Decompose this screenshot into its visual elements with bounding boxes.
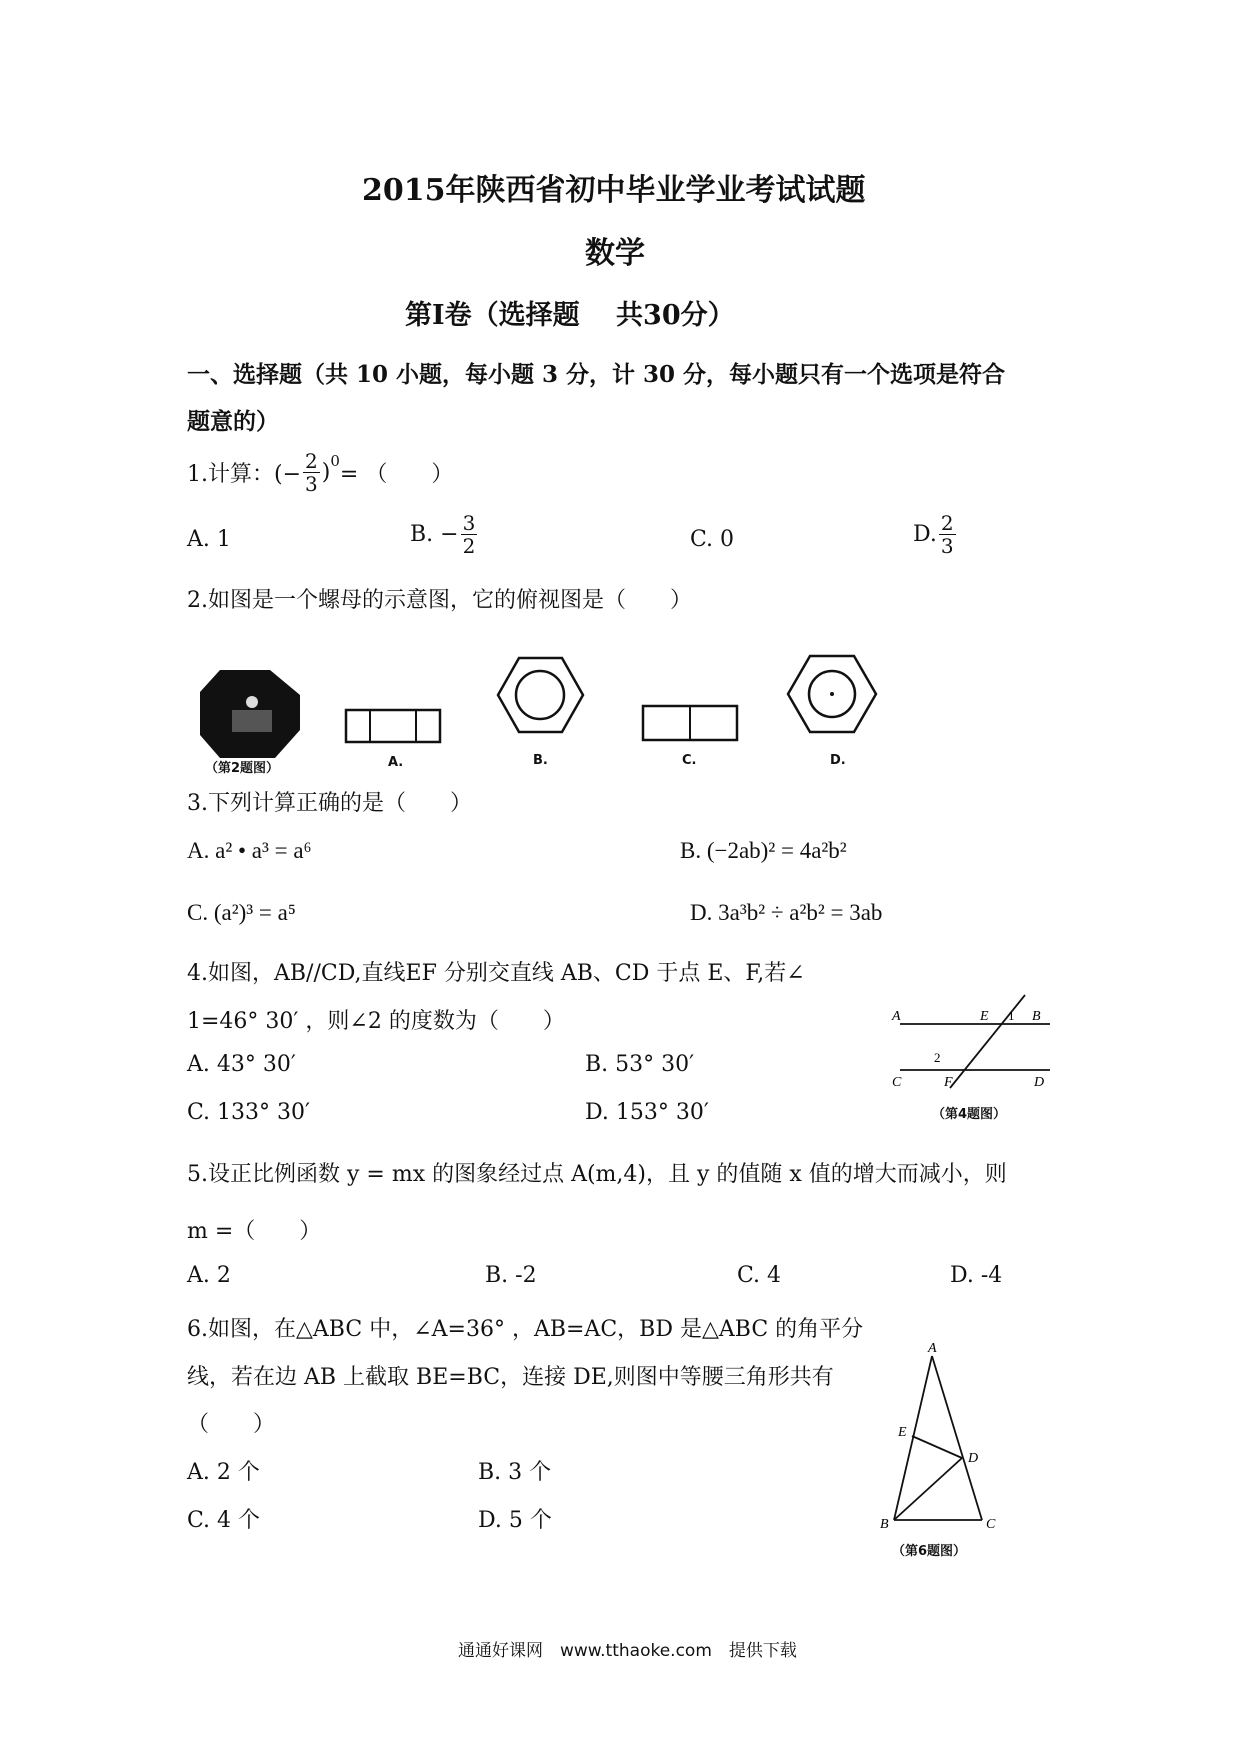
q4-label-2: 2: [934, 1050, 941, 1065]
q6-label-b: B: [880, 1517, 889, 1532]
q2-option-a-shape: [346, 710, 440, 742]
q1-option-a: A. 1: [187, 527, 231, 552]
q3-option-c: C. (a²)³ = a⁵: [187, 900, 296, 925]
q3-option-d: D. 3a³b² ÷ a²b² = 3ab: [690, 900, 883, 925]
q3-option-b: B. (−2ab)² = 4a²b²: [680, 838, 847, 863]
q6-figure: [870, 1340, 1010, 1540]
q1-prefix: 1.计算：(−: [187, 462, 302, 487]
q6-option-a: A. 2 个: [187, 1460, 260, 1485]
q4-label-b: B: [1032, 1009, 1041, 1024]
question-4-line2: 1=46° 30′ ，则∠2 的度数为（ ）: [187, 1009, 565, 1034]
page-footer: 通通好课网 www.tthaoke.com 提供下载: [458, 1641, 797, 1661]
q1-exponent: 0: [330, 451, 340, 470]
q1-d-fraction: [939, 512, 956, 557]
q2-caption-d: D.: [830, 753, 846, 768]
q2-caption-figure: （第2题图）: [205, 761, 280, 776]
q1-option-b: [410, 512, 479, 557]
question-6-line1: 6.如图，在△ABC 中，∠A=36° ，AB=AC，BD 是△ABC 的角平分: [187, 1317, 864, 1342]
q6-label-c: C: [986, 1517, 996, 1532]
subject-title: 数学: [585, 236, 645, 271]
question-4-line1: 4.如图，AB//CD,直线EF 分别交直线 AB、CD 于点 E、F,若∠: [187, 961, 805, 986]
q1-denominator: 3: [305, 472, 318, 496]
q2-caption-a: A.: [388, 755, 404, 770]
q1-option-d: [913, 512, 958, 557]
q6-label-a: A: [928, 1341, 937, 1356]
q1-option-c: C. 0: [690, 527, 735, 552]
q6-option-b: B. 3 个: [478, 1460, 552, 1485]
question-1: [187, 450, 453, 495]
q4-caption: （第4题图）: [932, 1107, 1007, 1122]
q6-label-d: D: [968, 1451, 979, 1466]
q1-d-numerator: 2: [940, 511, 954, 535]
q4-option-d: D. 153° 30′: [585, 1100, 709, 1125]
question-6-line3: （ ）: [187, 1412, 276, 1437]
q1-d-prefix: D.: [913, 522, 937, 547]
q4-label-c: C: [892, 1075, 902, 1090]
q1-numerator: 2: [305, 449, 318, 473]
q5-option-b: B. -2: [485, 1263, 537, 1288]
q1-suffix: ): [321, 460, 331, 485]
q5-option-a: A. 2: [187, 1263, 231, 1288]
q1-tail: = （ ）: [339, 462, 454, 487]
q1-b-numerator: 3: [462, 511, 476, 535]
q1-b-fraction: [461, 512, 478, 557]
q2-option-b-shape: [498, 658, 583, 732]
q4-figure: [880, 990, 1060, 1090]
q4-label-1: 1: [1008, 1008, 1015, 1023]
q1-fraction: [303, 450, 320, 495]
q1-b-prefix: B. −: [410, 522, 459, 547]
q1-b-denominator: 2: [462, 534, 476, 558]
q5-option-d: D. -4: [950, 1263, 1003, 1288]
exam-title: 2015年陕西省初中毕业学业考试试题: [362, 173, 866, 208]
q4-option-a: A. 43° 30′: [187, 1052, 296, 1077]
section-header-line1: 一、选择题（共 10 小题，每小题 3 分，计 30 分，每小题只有一个选项是符合: [187, 361, 1006, 388]
q2-caption-c: C.: [682, 753, 697, 768]
q6-label-e: E: [898, 1425, 907, 1440]
q4-label-a: A: [892, 1009, 901, 1024]
q4-label-d: D: [1034, 1075, 1045, 1090]
q4-option-c: C. 133° 30′: [187, 1100, 311, 1125]
question-2: 2.如图是一个螺母的示意图，它的俯视图是（ ）: [187, 588, 692, 613]
q3-option-a: A. a² • a³ = a⁶: [187, 838, 312, 863]
question-5-line1: 5.设正比例函数 y = mx 的图象经过点 A(m,4)，且 y 的值随 x 值的增大而减小，则: [187, 1162, 1007, 1187]
q2-caption-b: B.: [533, 753, 548, 768]
question-5-line2: m =（ ）: [187, 1219, 322, 1244]
question-3: 3.下列计算正确的是（ ）: [187, 791, 472, 816]
q6-caption: （第6题图）: [892, 1544, 967, 1559]
q1-d-denominator: 3: [940, 534, 954, 558]
q6-option-d: D. 5 个: [478, 1508, 552, 1533]
q4-option-b: B. 53° 30′: [585, 1052, 695, 1077]
section-header-line2: 题意的）: [187, 408, 279, 435]
question-6-line2: 线，若在边 AB 上截取 BE=BC，连接 DE,则图中等腰三角形共有: [187, 1365, 834, 1390]
q4-label-f: F: [944, 1075, 953, 1090]
q4-label-e: E: [980, 1009, 989, 1024]
q5-option-c: C. 4: [737, 1263, 782, 1288]
q6-option-c: C. 4 个: [187, 1508, 261, 1533]
part-title: 第Ⅰ卷（选择题 共30分）: [405, 300, 735, 331]
